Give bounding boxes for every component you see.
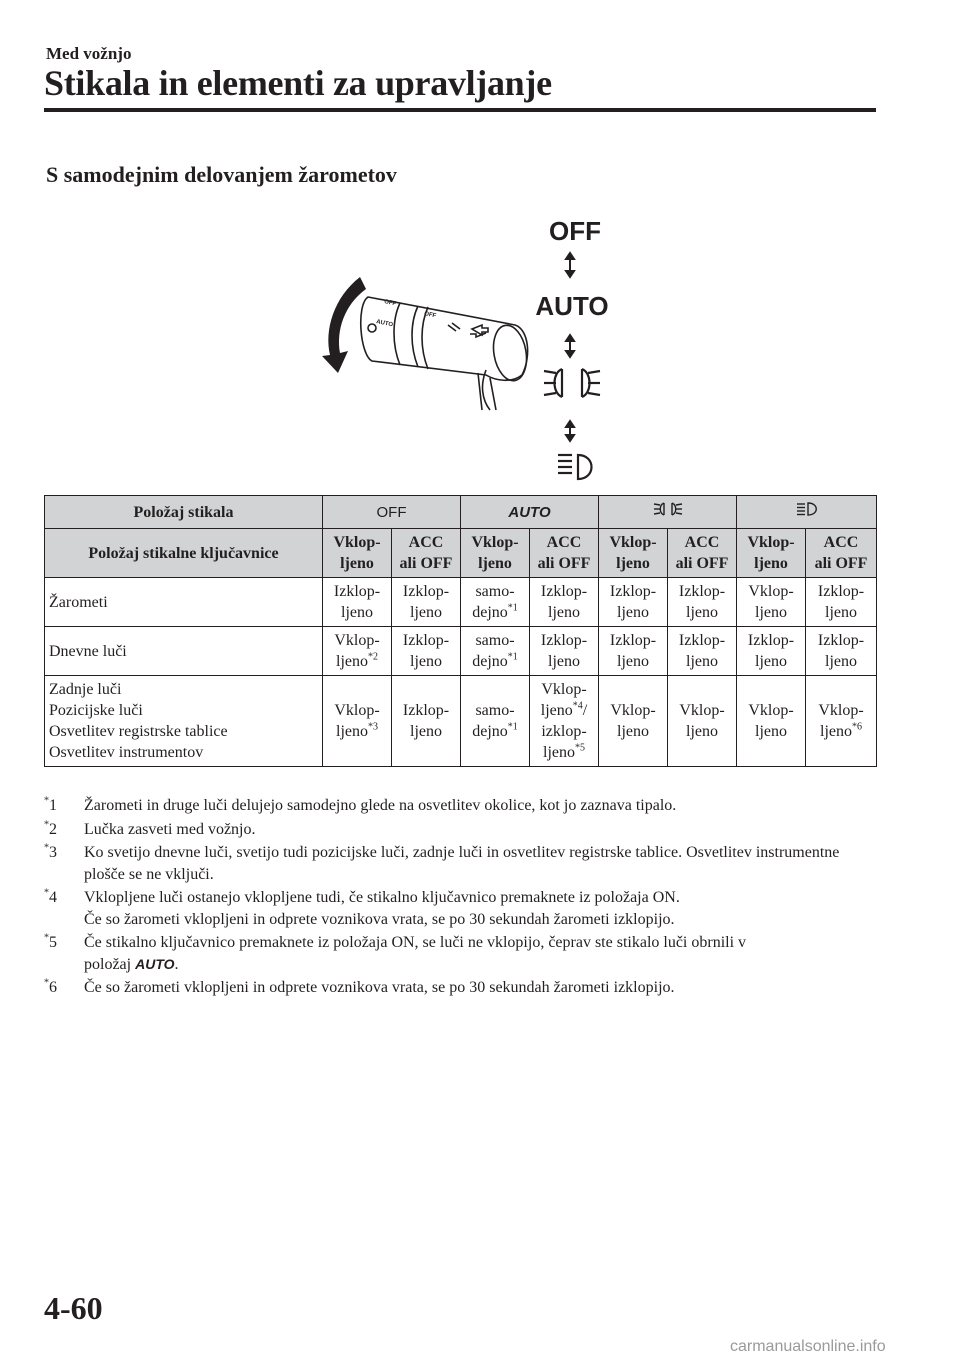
table-cell: Vklop- ljeno (668, 676, 737, 767)
table-cell: samo- dejno$^{*1}$ (461, 578, 530, 627)
watermark: carmanualsonline.info (730, 1338, 886, 1355)
table-cell: Izklop- ljeno (668, 627, 737, 676)
mode-parking-header (599, 496, 737, 529)
ign-acc-cell: ACC ali OFF (806, 529, 877, 578)
footnote: *6 Če so žarometi vklopljeni in odprete voznikova vrata, se po 30 sekundah žarometi izklopijo. (44, 977, 675, 996)
table-cell: Izklop- ljeno (599, 627, 668, 676)
footnote: *5 Če stikalno ključavnico premaknete iz položaja ON, se luči ne vklopijo, čeprav ste stikalo luči obrnili v položaj AUTO. (44, 932, 747, 973)
auto-label: AUTO (535, 291, 609, 321)
footnote: *4 Vklopljene luči ostanejo vklopljene tudi, če stikalno ključavnico premaknete iz položaja ON. Če so žarometi vklopljeni in odprete voznikova vrata, se po 30 sekundah žarometi izklopijo. (44, 887, 680, 928)
table-cell: Vklop- ljeno$^{*2}$ (323, 627, 392, 676)
table-cell: samo- dejno$^{*1}$ (461, 627, 530, 676)
subheading: S samodejnim delovanjem žarometov (46, 162, 397, 187)
rotation-arrow-icon (322, 277, 366, 373)
page-title: Stikala in elementi za upravljanje (44, 63, 552, 103)
table-row (45, 627, 877, 676)
table-cell: Izklop- ljeno (668, 578, 737, 627)
table-cell: samo- dejno$^{*1}$ (461, 676, 530, 767)
table-cell: Izklop- ljeno (392, 627, 461, 676)
light-switch-diagram (300, 205, 640, 490)
table-header-row (45, 529, 877, 578)
row-label: Žarometi (45, 578, 323, 627)
footnote: *1 Žarometi in druge luči delujejo samodejno glede na osvetlitev okolice, kot jo zaznava tipalo. (44, 795, 677, 814)
ign-on-cell: Vklop- ljeno (323, 529, 392, 578)
mode-off-header: OFF (323, 496, 461, 529)
ignition-position-header: Položaj stikalne ključavnice (45, 529, 323, 578)
ign-on-cell: Vklop- ljeno (461, 529, 530, 578)
footnotes (44, 795, 874, 1001)
headlight-mode-table (44, 495, 877, 767)
table-cell: Izklop- ljeno (530, 578, 599, 627)
table-cell: Izklop- ljeno (392, 676, 461, 767)
svg-text:OFF: OFF (423, 311, 437, 320)
headlights-icon (558, 455, 592, 479)
ign-acc-cell: ACC ali OFF (530, 529, 599, 578)
table-cell: Vklop- ljeno$^{*4}$/ izklop- ljeno$^{*5}$ (530, 676, 599, 767)
ign-on-cell: Vklop- ljeno (599, 529, 668, 578)
ign-acc-cell: ACC ali OFF (668, 529, 737, 578)
table-cell: Vklop- ljeno (737, 578, 806, 627)
double-arrow-icon (566, 335, 574, 357)
mode-headlights-header (737, 496, 877, 529)
parking-lights-icon (651, 501, 685, 517)
mode-auto-header: AUTO (461, 496, 599, 529)
row-label: Dnevne luči (45, 627, 323, 676)
table-cell: Vklop- ljeno (737, 676, 806, 767)
table-cell: Izklop- ljeno (806, 627, 877, 676)
table-cell: Vklop- ljeno (599, 676, 668, 767)
table-cell: Izklop- ljeno (323, 578, 392, 627)
table-cell: Izklop- ljeno (599, 578, 668, 627)
title-rule (44, 108, 876, 112)
double-arrow-icon (566, 253, 574, 277)
table-header-row (45, 496, 877, 529)
svg-text:AUTO: AUTO (375, 319, 394, 329)
table-cell: Izklop- ljeno (530, 627, 599, 676)
section-label: Med vožnjo (46, 44, 132, 63)
footnote: *3 Ko svetijo dnevne luči, svetijo tudi pozicijske luči, zadnje luči in osvetlitev registrske tablice. Osvetlitev instrumentne plošče se ne vključi. (44, 842, 840, 883)
ign-acc-cell: ACC ali OFF (392, 529, 461, 578)
light-lever-icon (361, 297, 531, 410)
table-row (45, 676, 877, 767)
parking-lights-icon (544, 369, 600, 397)
row-label: Zadnje luči Pozicijske luči Osvetlitev registrske tablice Osvetlitev instrumentov (45, 676, 323, 767)
auto-mode-label: AUTO (135, 955, 175, 972)
light-switch-figure (300, 205, 640, 490)
table-cell: Vklop- ljeno$^{*3}$ (323, 676, 392, 767)
footnote: *2 Lučka zasveti med vožnjo. (44, 819, 256, 838)
off-label: OFF (549, 216, 601, 246)
table-cell: Izklop- ljeno (392, 578, 461, 627)
table-row (45, 578, 877, 627)
headlights-icon (792, 501, 822, 517)
page-number: 4-60 (44, 1290, 103, 1326)
svg-text:OFF: OFF (383, 299, 397, 308)
table-cell: Vklop- ljeno$^{*6}$ (806, 676, 877, 767)
ign-on-cell: Vklop- ljeno (737, 529, 806, 578)
table-cell: Izklop- ljeno (737, 627, 806, 676)
double-arrow-icon (566, 421, 574, 441)
table-cell: Izklop- ljeno (806, 578, 877, 627)
switch-position-header: Položaj stikala (45, 496, 323, 529)
